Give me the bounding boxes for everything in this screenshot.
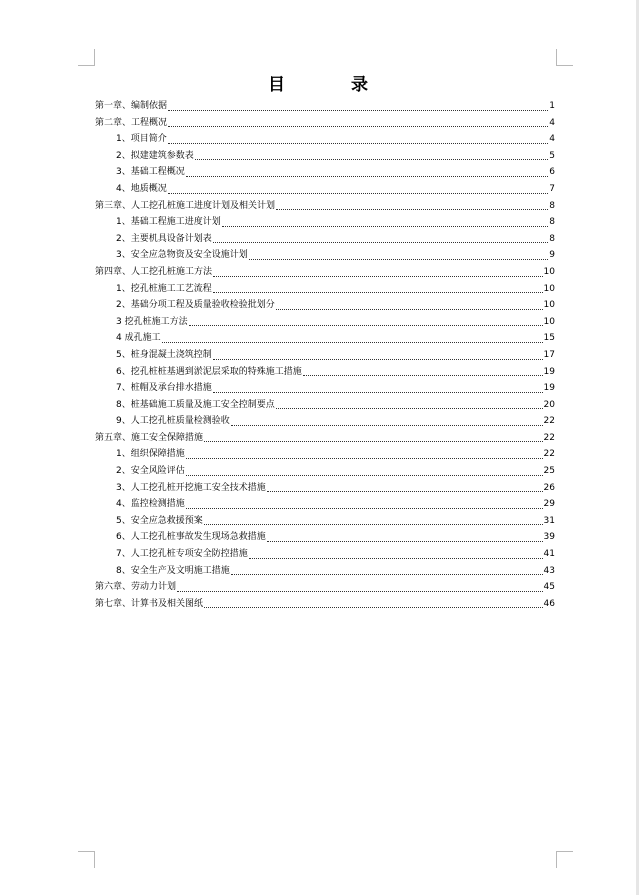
toc-section-entry[interactable] [95,330,555,347]
toc-page-number: 15 [543,333,555,344]
toc-section-entry[interactable] [95,231,555,248]
toc-page-number: 25 [543,466,555,477]
toc-chapter-entry[interactable] [95,198,555,215]
toc-dot-leader [213,391,543,393]
toc-page-number: 45 [543,582,555,593]
toc-entry-text: 9、人工挖孔桩质量检测验收 [116,416,230,427]
toc-page-number: 29 [543,499,555,510]
toc-entry-text: 第六章、劳动力计划 [95,582,177,593]
toc-page-number: 1 [549,101,555,111]
toc-dot-leader [186,457,543,459]
toc-section-entry[interactable] [95,546,555,563]
toc-chapter-entry[interactable] [95,430,555,447]
toc-entry-text: 7、人工挖孔桩专项安全防控措施 [116,549,248,560]
toc-page-number: 22 [543,416,555,427]
toc-dot-leader [162,341,543,343]
toc-dot-leader [213,241,549,243]
toc-section-entry[interactable] [95,131,555,148]
toc-page-number: 31 [543,515,555,526]
toc-page-number: 22 [543,432,555,443]
toc-entry-text: 2、主要机具设备计划表 [116,233,212,244]
crop-mark-bottom-right [556,851,573,868]
toc-dot-leader [213,358,543,360]
toc-entry-text: 5、安全应急救援预案 [116,515,203,526]
toc-dot-leader [267,540,543,542]
toc-dot-leader [186,507,543,509]
toc-dot-leader [276,308,543,310]
toc-section-entry[interactable] [95,314,555,331]
toc-section-entry[interactable] [95,297,555,314]
toc-section-entry[interactable] [95,397,555,414]
toc-dot-leader [189,324,543,326]
toc-page-number: 10 [543,283,555,294]
toc-dot-leader [204,440,543,442]
toc-entry-text: 1、基础工程施工进度计划 [116,217,221,228]
toc-section-entry[interactable] [95,164,555,181]
toc-entry-text: 4、地质概况 [116,183,167,194]
toc-page-number: 8 [549,200,555,211]
toc-entry-text: 3、人工挖孔桩开挖施工安全技术措施 [116,482,266,493]
toc-dot-leader [231,424,543,426]
toc-page-number: 4 [549,117,555,128]
crop-mark-top-left [78,49,95,66]
toc-entry-text: 第三章、人工挖孔桩施工进度计划及相关计划 [95,200,276,211]
toc-entry-text: 1、项目简介 [116,134,167,145]
toc-entry-text: 第一章、编制依据 [95,101,168,111]
toc-entry-text: 第七章、计算书及相关图纸 [95,598,204,609]
toc-entry-text: 8、桩基础施工质量及施工安全控制要点 [116,399,275,410]
toc-dot-leader [213,291,543,293]
toc-entry-text: 5、桩身混凝土浇筑控制 [116,349,212,360]
toc-page-number: 9 [549,250,555,261]
toc-page-number: 19 [543,383,555,394]
toc-page-number: 7 [549,183,555,194]
toc-dot-leader [276,407,543,409]
toc-dot-leader [249,557,543,559]
toc-entry-text: 7、桩帽及承台排水措施 [116,383,212,394]
toc-chapter-entry[interactable] [95,115,555,132]
toc-dot-leader [195,158,549,160]
toc-page-number: 43 [543,565,555,576]
toc-dot-leader [186,474,543,476]
toc-entry-text: 3、安全应急物资及安全设施计划 [116,250,248,261]
toc-section-entry[interactable] [95,214,555,231]
toc-section-entry[interactable] [95,380,555,397]
toc-section-entry[interactable] [95,364,555,381]
toc-dot-leader [186,175,549,177]
toc-page-number: 6 [549,167,555,178]
toc-dot-leader [303,374,543,376]
toc-page-number: 4 [549,134,555,145]
toc-chapter-entry[interactable] [95,596,555,613]
toc-page-number: 22 [543,449,555,460]
toc-title: 目 录 [268,75,398,95]
toc-dot-leader [276,208,548,210]
toc-section-entry[interactable] [95,181,555,198]
toc-dot-leader [249,258,549,260]
toc-section-entry[interactable] [95,247,555,264]
toc-entry-text: 6、人工挖孔桩事故发生现场急救措施 [116,532,266,543]
toc-dot-leader [267,490,543,492]
toc-section-entry[interactable] [95,480,555,497]
toc-page-number: 8 [549,217,555,228]
toc-dot-leader [168,125,548,127]
toc-page-number: 46 [543,598,555,609]
toc-page-number: 20 [543,399,555,410]
toc-dot-leader [168,192,549,194]
toc-chapter-entry[interactable] [95,579,555,596]
toc-entry-text: 8、安全生产及文明施工措施 [116,565,230,576]
toc-entry-text: 1、挖孔桩施工工艺流程 [116,283,212,294]
toc-chapter-entry[interactable] [95,264,555,281]
toc-dot-leader [168,142,549,144]
toc-page-number: 39 [543,532,555,543]
toc-dot-leader [204,523,543,525]
crop-mark-top-right [556,49,573,66]
toc-section-entry[interactable] [95,563,555,580]
toc-page-number: 10 [543,266,555,277]
toc-section-entry[interactable] [95,281,555,298]
toc-page-number: 19 [543,366,555,377]
crop-mark-bottom-left [78,851,95,868]
toc-entry-text: 3、基础工程概况 [116,167,185,178]
toc-entry-text: 6、挖孔桩桩基遇到淤泥层采取的特殊施工措施 [116,366,302,377]
toc-section-entry[interactable] [95,446,555,463]
toc-page-number: 5 [549,150,555,161]
toc-entry-text: 4 成孔施工 [116,333,161,344]
toc-page-number: 41 [543,549,555,560]
toc-page-number: 8 [549,233,555,244]
toc-section-entry[interactable] [95,529,555,546]
toc-entry-text: 2、拟建建筑参数表 [116,150,194,161]
toc-section-entry[interactable] [95,463,555,480]
toc-section-entry[interactable] [95,347,555,364]
toc-entry-text: 4、监控检测措施 [116,499,185,510]
toc-dot-leader [231,573,543,575]
toc-page-number: 10 [543,300,555,311]
toc-entry-text: 3 挖孔桩施工方法 [116,316,188,327]
toc-dot-leader [204,606,543,608]
toc-dot-leader [168,109,548,111]
toc-page-number: 10 [543,316,555,327]
toc-entry-text: 2、基础分项工程及质量验收检验批划分 [116,300,275,311]
toc-entry-text: 2、安全风险评估 [116,466,185,477]
toc-section-entry[interactable] [95,513,555,530]
toc-chapter-entry[interactable] [95,98,555,115]
toc-section-entry[interactable] [95,148,555,165]
toc-entry-text: 第四章、人工挖孔桩施工方法 [95,266,213,277]
toc-section-entry[interactable] [95,413,555,430]
table-of-contents [95,98,555,612]
toc-page-number: 17 [543,349,555,360]
toc-entry-text: 第五章、施工安全保障措施 [95,432,204,443]
toc-dot-leader [222,225,549,227]
toc-section-entry[interactable] [95,496,555,513]
toc-dot-leader [213,275,543,277]
toc-entry-text: 1、组织保障措施 [116,449,185,460]
toc-page-number: 26 [543,482,555,493]
toc-dot-leader [177,590,543,592]
toc-entry-text: 第二章、工程概况 [95,117,168,128]
